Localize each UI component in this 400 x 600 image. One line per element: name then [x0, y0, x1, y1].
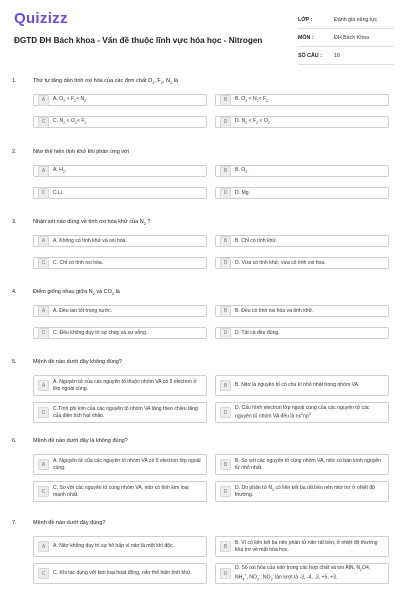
option-text: C. Đều không duy trì sự cháy và sự sống.: [53, 329, 148, 336]
answer-option-a[interactable]: [33, 375, 207, 396]
option-letter-badge: C: [38, 486, 49, 497]
question-text: Mệnh đề nào dưới đây đúng?: [33, 520, 106, 526]
meta-row-class: [298, 11, 394, 29]
question-2: [12, 149, 390, 196]
option-letter-badge: B: [220, 236, 231, 247]
meta-label: SỐ CÂU :: [298, 52, 322, 59]
answer-option-c[interactable]: [33, 257, 207, 269]
answer-option-d[interactable]: [215, 402, 389, 423]
option-letter-badge: C: [38, 407, 49, 418]
answer-option-b[interactable]: [215, 305, 389, 317]
option-text: C.Tính phi kim của các nguyên tố nhóm VA tăng theo chiều tăng của điện tích hạt nhân.: [53, 406, 198, 419]
option-text: B. Vì có liên kết ba nên phân tử nitơ rất bền, ở nhiệt độ thường khá trơ về mặt hóa học.: [235, 540, 378, 553]
option-letter-badge: A: [38, 166, 49, 177]
option-text: B. $O_2 < N_2< F_2$: [235, 96, 269, 104]
option-text: D. $N_2 < F_2 < O_2$: [235, 118, 270, 126]
answer-option-c[interactable]: [33, 187, 207, 199]
option-letter-badge: B: [220, 306, 231, 317]
quiz-meta: [298, 11, 394, 65]
question-1: [12, 78, 390, 126]
option-text: A. $O_2 < F_2< N_2$: [53, 96, 87, 104]
option-text: D. Vừa có tính khử, vừa có tính oxi hóa.: [235, 259, 326, 266]
answer-option-b[interactable]: [215, 94, 389, 106]
answer-option-a[interactable]: [33, 235, 207, 247]
question-text: Nitơ thể hiện tính khử khi phản ứng với: [33, 149, 129, 155]
question-header: [12, 149, 390, 156]
option-text: A. Nitơ không duy trì sự hô hấp vì nitơ là một khí độc.: [53, 543, 175, 550]
question-text: Điểm giống nhau giữa $N_2$ và $CO_2$ là: [33, 289, 120, 297]
option-text: D. Cấu hình electron lớp ngoài cùng của các nguyên tử các nguyên tố nhóm VA đều là $ns^2np^3$: [235, 405, 370, 420]
question-6: [12, 438, 390, 499]
option-letter-badge: D: [220, 568, 231, 579]
option-letter-badge: D: [220, 407, 231, 418]
answer-option-c[interactable]: [33, 481, 207, 502]
answer-option-a[interactable]: [33, 454, 207, 475]
answer-option-a[interactable]: [33, 305, 207, 317]
option-letter-badge: C: [38, 328, 49, 339]
option-text: C. $N_2 < O_2< F_2$: [53, 118, 87, 126]
answer-option-c[interactable]: [33, 563, 207, 584]
option-text: B. Đều có tính oxi hóa và tính khử.: [235, 307, 314, 314]
question-number: 6.: [12, 438, 17, 444]
meta-label: LỚP :: [298, 16, 313, 23]
question-text: Mệnh đề nào dưới đây không đúng?: [33, 359, 122, 365]
question-number: 1.: [12, 78, 17, 84]
option-text: B. Chỉ có tính khử.: [235, 237, 278, 244]
option-letter-badge: C: [38, 258, 49, 269]
answer-option-a[interactable]: [33, 536, 207, 557]
answer-option-b[interactable]: [215, 235, 389, 247]
option-text: B. So với các nguyên tố cùng nhóm VA, nitơ có bán kính nguyên tử nhỏ nhất.: [235, 458, 381, 471]
option-text: C.Li.: [53, 189, 64, 196]
answer-option-b[interactable]: [215, 375, 389, 396]
answer-option-d[interactable]: [215, 327, 389, 339]
question-text: Nhận xét nào đúng về tính oxi hóa khử của $N_2$ ?: [33, 219, 151, 227]
question-header: [12, 289, 390, 297]
question-5: [12, 359, 390, 420]
quiz-title: ĐGTD ĐH Bách khoa - Vấn đề thuộc lĩnh vực hóa học - Nitrogen: [14, 36, 263, 45]
option-letter-badge: B: [220, 380, 231, 391]
answer-option-c[interactable]: [33, 116, 207, 128]
answer-option-d[interactable]: [215, 187, 389, 199]
option-text: D. Tất cả đều đúng.: [235, 329, 280, 336]
answer-option-a[interactable]: [33, 165, 207, 177]
option-letter-badge: A: [38, 236, 49, 247]
option-text: D. Số oxi hóa của nitơ trong các hợp chất và ion AlN, $N_2O4$, $NH_4^+$, $NO_3^-$, $NO_2^-$ lần lượt là -3, -4, -3, +5, +3.: [235, 565, 371, 582]
option-letter-badge: C: [38, 568, 49, 579]
option-letter-badge: B: [220, 459, 231, 470]
option-letter-badge: A: [38, 380, 49, 391]
question-3: [12, 219, 390, 266]
option-letter-badge: C: [38, 188, 49, 199]
option-letter-badge: D: [220, 328, 231, 339]
option-text: D. Do phân tử $N_2$ có liên kết ba rất bền nên nitơ trơ ở nhiệt độ thường.: [235, 484, 376, 499]
option-text: A. Nguyên tử của các nguyên tố thuộc nhóm VA có 5 electron ở lớp ngoài cùng.: [53, 379, 197, 392]
option-text: A. $H_2$.: [53, 167, 67, 175]
question-number: 3.: [12, 219, 17, 225]
question-number: 4.: [12, 289, 17, 295]
meta-row-subject: [298, 29, 394, 47]
option-text: C. So với các nguyên tố cùng nhóm VA, nitơ có tính kim loại mạnh nhất.: [53, 485, 189, 498]
answer-option-c[interactable]: [33, 327, 207, 339]
answer-option-d[interactable]: [215, 481, 389, 502]
option-letter-badge: D: [220, 486, 231, 497]
option-letter-badge: A: [38, 541, 49, 552]
option-letter-badge: B: [220, 95, 231, 106]
answer-option-b[interactable]: [215, 165, 389, 177]
option-letter-badge: D: [220, 188, 231, 199]
option-text: A. Không có tính khử và oxi hóa.: [53, 237, 127, 244]
question-text: Thứ tự tăng dần tính oxi hóa của các đơn chất $O_2$, $F_2$, $N_2$ là: [33, 78, 178, 86]
meta-label: MÔN :: [298, 34, 314, 41]
option-text: C. Khi tác dụng với kim loại hoạt động, nitơ thể hiện tính khử.: [53, 570, 192, 577]
option-text: A. Đều tan tốt trong nước.: [53, 307, 113, 314]
question-7: [12, 520, 390, 582]
option-text: B. $O_2$.: [235, 167, 249, 175]
answer-option-b[interactable]: [215, 536, 389, 557]
question-4: [12, 289, 390, 336]
answer-option-a[interactable]: [33, 94, 207, 106]
answer-option-d[interactable]: [215, 563, 389, 584]
answer-option-d[interactable]: [215, 257, 389, 269]
option-letter-badge: D: [220, 258, 231, 269]
option-text: D. Mg.: [235, 189, 251, 196]
option-text: B. Nitơ là nguyên tố có chu kì nhỏ nhất trong nhóm VA.: [235, 382, 360, 389]
option-letter-badge: A: [38, 306, 49, 317]
answer-option-d[interactable]: [215, 116, 389, 128]
meta-value: 16: [334, 52, 340, 59]
quizizz-logo: Quizizz: [14, 10, 68, 27]
question-header: [12, 78, 390, 86]
option-text: A. Nguyên tử của các nguyên tố nhóm VA có 5 electron lớp ngoài cùng.: [53, 458, 201, 471]
option-letter-badge: A: [38, 459, 49, 470]
question-text: Mệnh đề nào dưới đây là không đúng?: [33, 438, 128, 444]
question-header: [12, 438, 390, 445]
option-letter-badge: B: [220, 166, 231, 177]
question-header: [12, 219, 390, 227]
option-text: C. Chỉ có tính oxi hóa.: [53, 259, 104, 266]
option-letter-badge: B: [220, 541, 231, 552]
option-letter-badge: D: [220, 117, 231, 128]
option-letter-badge: C: [38, 117, 49, 128]
meta-value: ĐH Bách Khoa: [334, 34, 370, 41]
option-letter-badge: A: [38, 95, 49, 106]
question-number: 5.: [12, 359, 17, 365]
meta-value: Đánh giá năng lực: [334, 16, 378, 23]
question-number: 2.: [12, 149, 17, 155]
answer-option-b[interactable]: [215, 454, 389, 475]
meta-row-count: [298, 47, 394, 65]
question-number: 7.: [12, 520, 17, 526]
question-header: [12, 520, 390, 527]
question-header: [12, 359, 390, 366]
answer-option-c[interactable]: [33, 402, 207, 423]
